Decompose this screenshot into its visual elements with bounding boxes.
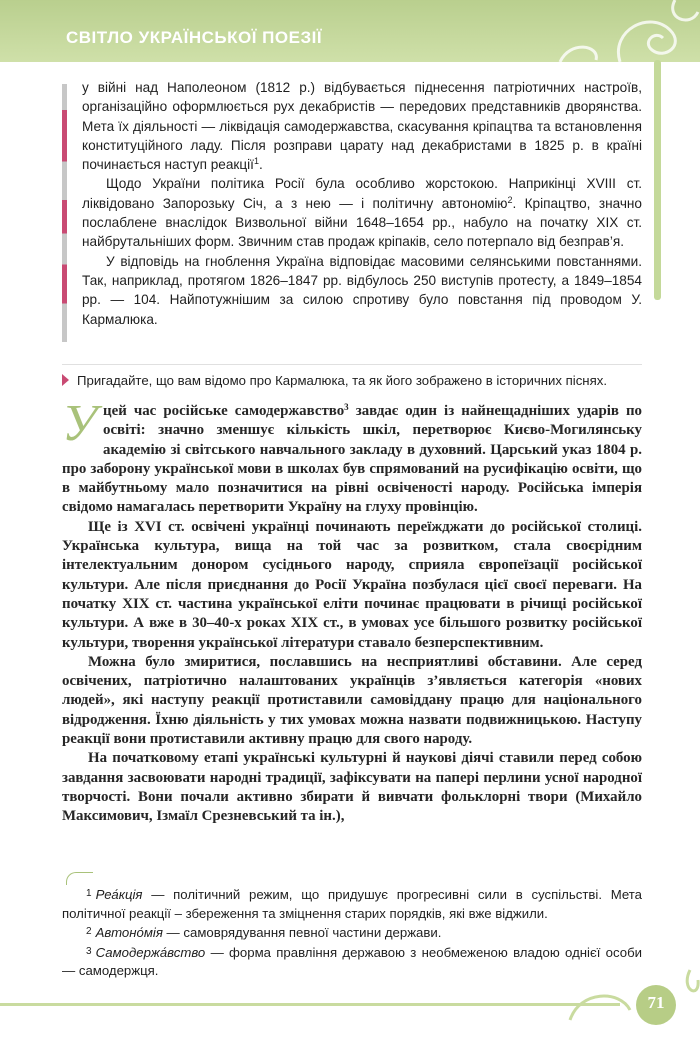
footnote: $^3$ Самодержа́вство — форма правління державою з необмеженою владою однієї особи — самодержця. <box>62 944 642 979</box>
page-number: 71 <box>647 993 665 1012</box>
context-paragraph: У відповідь на гноблення Україна відповідає масовими селянськими повстаннями. Так, наприклад, протягом 1826–1847 рр. відбулось 250 виступів протесту, а 1849–1854 рр. — 104. Найпотужнішим за силою спротиву було повстання під проводом У. Кармалюка. <box>82 253 642 327</box>
main-paragraph: Уцей час російське самодержавство$^3$ завдає один із найнещадніших ударів по освіті: значно зменшує кількість шкіл, перетворює Києво-Могилянську академію зі світського навчального закладу в духовний. Царський указ 1804 р. про заборону української мови в школах був спрямований на русифікацію освіти, що в майбутньому мало позначитися на рівні освіченості народу. Російська імперія свідомо намагалась перетворити Україну на глуху провінцію. <box>62 395 642 516</box>
footer-rule <box>0 1003 620 1006</box>
footnote: $^2$ Автоно́мія — самоврядування певної частини держави. <box>86 925 442 941</box>
context-paragraph: у війні над Наполеоном (1812 р.) відбувається піднесення патріотичних настроїв, організаційно оформлюється рух декабристів — передових представників дворянства. Мета їх діяльності — ліквідація самодержавства, скасування кріпацтва та встановлення конституційного ладу. Після розправи царату над декабристами в 1825 р. в країні починається наступ реакції$^1$. <box>82 80 642 173</box>
margin-rail <box>654 60 661 300</box>
drop-cap: У <box>62 395 97 452</box>
decorative-swirl-icon <box>500 0 700 62</box>
main-paragraph: Ще із XVI ст. освічені українці починають переїжджати до російської столиці. Українська культура, вища на той час за розвитком, стала своєрідним інтелектуальним донором сусіднього народу, сприяла європеїзації російської культури. Але після приєднання до Росії Україна позбулася цієї своєї переваги. На початку XIX ст. частина української еліти починає працювати в річищі російської культури. А вже в 30–40-х роках XIX ст., в умовах усе більшого розвитку російської культури, творення української літератури ставало безперспективним. <box>62 518 642 651</box>
footnote-separator <box>66 872 93 885</box>
divider <box>62 364 642 365</box>
main-text <box>62 395 642 827</box>
main-paragraph: Можна було змиритися, пославшись на несприятливі обставини. Але серед освічених, патріотично налаштованих українців з’являється категорія «нових людей», які наступу реакції протиставили самовіддану працю для національного відродження. Їхню діяльність у тих умовах можна назвати подвижницькою. Наступу реакції вони протиставили активну працю для свого народу. <box>62 653 642 748</box>
reminder-question: Пригадайте, що вам відомо про Кармалюка, та як його зображено в історичних піснях. <box>62 373 642 388</box>
context-paragraph: Щодо України політика Росії була особливо жорстокою. Наприкінці XVIII ст. ліквідовано Запорозьку Січ, а з нею — і політичну автономію$^2$. Кріпацтво, значно послаблене внаслідок Визвольної війни 1648–1654 рр., набуло на початку XIX ст. найбрутальніших форм. Звичним став продаж кріпаків, село потерпало від безправ’я. <box>82 176 642 250</box>
arrow-marker-icon <box>62 374 69 386</box>
footer-swirl-icon <box>560 960 700 1039</box>
section-title: СВІТЛО УКРАЇНСЬКОЇ ПОЕЗІЇ <box>66 28 323 47</box>
historical-context-block <box>62 78 642 329</box>
footnote: $^1$ Реа́кція — політичний режим, що придушує прогресивні сили в суспільстві. Мета політичної реакції – збереження та зміцнення старих порядків, які вже віджили. <box>62 887 642 921</box>
main-paragraph: На початковому етапі українські культурні й наукові діячі ставили перед собою завдання засвоювати народні традиції, зафіксувати на папері перлини усної народної творчості. Вони почали активно збирати й вивчати фольклорні твори (Михайло Максимович, Ізмаїл Срезневський та ін.), <box>62 750 642 825</box>
footnotes <box>62 885 642 981</box>
